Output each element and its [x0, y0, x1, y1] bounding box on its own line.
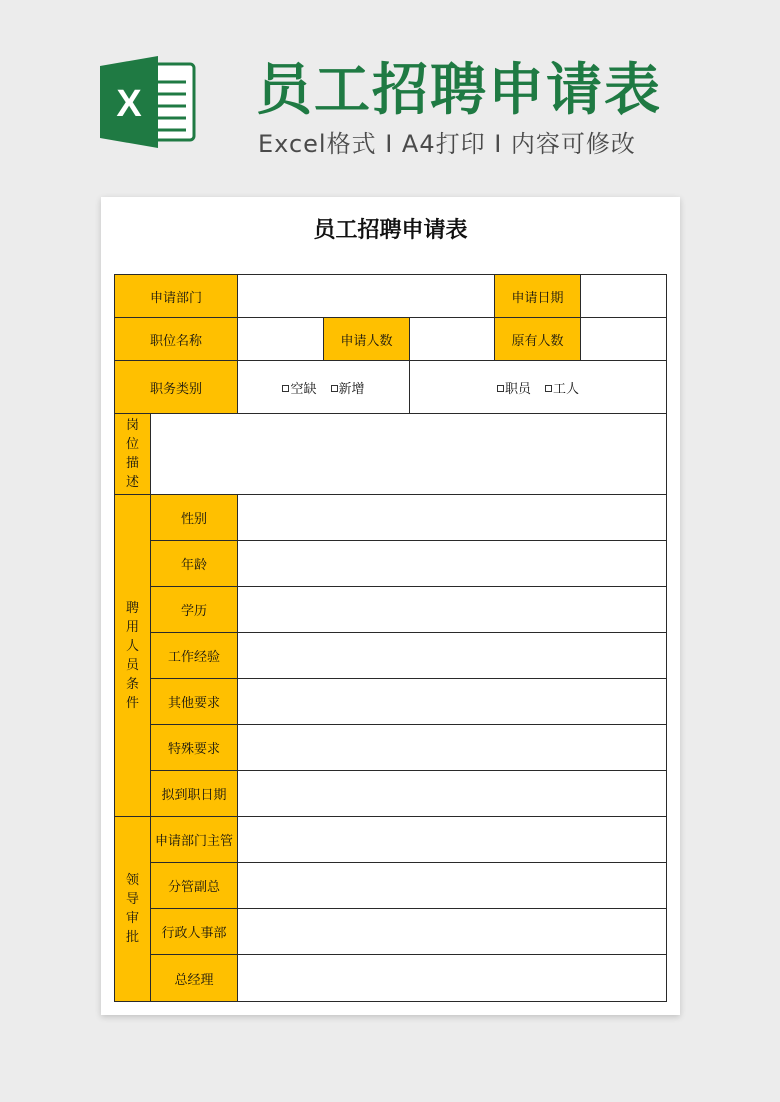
checkbox-vacancy[interactable] [282, 385, 289, 392]
field-other-requirements[interactable] [237, 678, 667, 725]
field-general-manager[interactable] [237, 954, 667, 1002]
option-worker[interactable]: 工人 [545, 378, 579, 397]
banner [0, 0, 780, 190]
label-leader-approval [114, 816, 151, 1002]
field-job-desc[interactable] [150, 413, 667, 495]
label-start-date: 拟到职日期 [150, 770, 238, 817]
option-new[interactable]: 新增 [331, 378, 365, 397]
field-start-date[interactable] [237, 770, 667, 817]
field-existing-count[interactable] [580, 317, 667, 361]
banner-title: 员工招聘申请表 [256, 58, 662, 123]
field-gender[interactable] [237, 494, 667, 541]
option-vacancy[interactable]: 空缺 [282, 378, 316, 397]
job-category-group-b [409, 360, 667, 414]
label-existing-count: 原有人数 [494, 317, 581, 361]
label-apply-date: 申请日期 [494, 274, 581, 318]
field-position[interactable] [237, 317, 324, 361]
field-dept[interactable] [237, 274, 495, 318]
label-dept: 申请部门 [114, 274, 238, 318]
svg-text:X: X [116, 83, 142, 125]
label-job-desc-text: 岗 位 描 述 [125, 418, 139, 490]
label-position: 职位名称 [114, 317, 238, 361]
field-dept-supervisor[interactable] [237, 816, 667, 863]
document-page [101, 197, 680, 1015]
field-apply-date[interactable] [580, 274, 667, 318]
label-conditions-text: 聘 用 人 员 条 件 [125, 600, 139, 711]
field-age[interactable] [237, 540, 667, 587]
field-hr-admin[interactable] [237, 908, 667, 955]
label-gender: 性别 [150, 494, 238, 541]
label-special-requirements: 特殊要求 [150, 724, 238, 771]
banner-subtitle: Excel格式 I A4打印 I 内容可修改 [258, 130, 636, 158]
field-work-experience[interactable] [237, 632, 667, 679]
application-form [101, 197, 680, 1015]
label-conditions [114, 494, 151, 817]
field-special-requirements[interactable] [237, 724, 667, 771]
field-vice-president[interactable] [237, 862, 667, 909]
label-dept-supervisor: 申请部门主管 [150, 816, 238, 863]
option-staff[interactable]: 职员 [497, 378, 531, 397]
label-hr-admin: 行政人事部 [150, 908, 238, 955]
checkbox-new[interactable] [331, 385, 338, 392]
document-title: 员工招聘申请表 [313, 218, 468, 243]
excel-icon [100, 56, 198, 148]
label-other-requirements: 其他要求 [150, 678, 238, 725]
label-job-category: 职务类别 [114, 360, 238, 414]
label-leader-approval-text: 领 导 审 批 [125, 873, 139, 945]
label-age: 年龄 [150, 540, 238, 587]
label-apply-count: 申请人数 [323, 317, 410, 361]
label-job-desc [114, 413, 151, 495]
label-work-experience: 工作经验 [150, 632, 238, 679]
field-apply-count[interactable] [409, 317, 495, 361]
job-category-group-a [237, 360, 410, 414]
field-education[interactable] [237, 586, 667, 633]
label-general-manager: 总经理 [150, 954, 238, 1002]
label-education: 学历 [150, 586, 238, 633]
checkbox-worker[interactable] [545, 385, 552, 392]
label-vice-president: 分管副总 [150, 862, 238, 909]
checkbox-staff[interactable] [497, 385, 504, 392]
